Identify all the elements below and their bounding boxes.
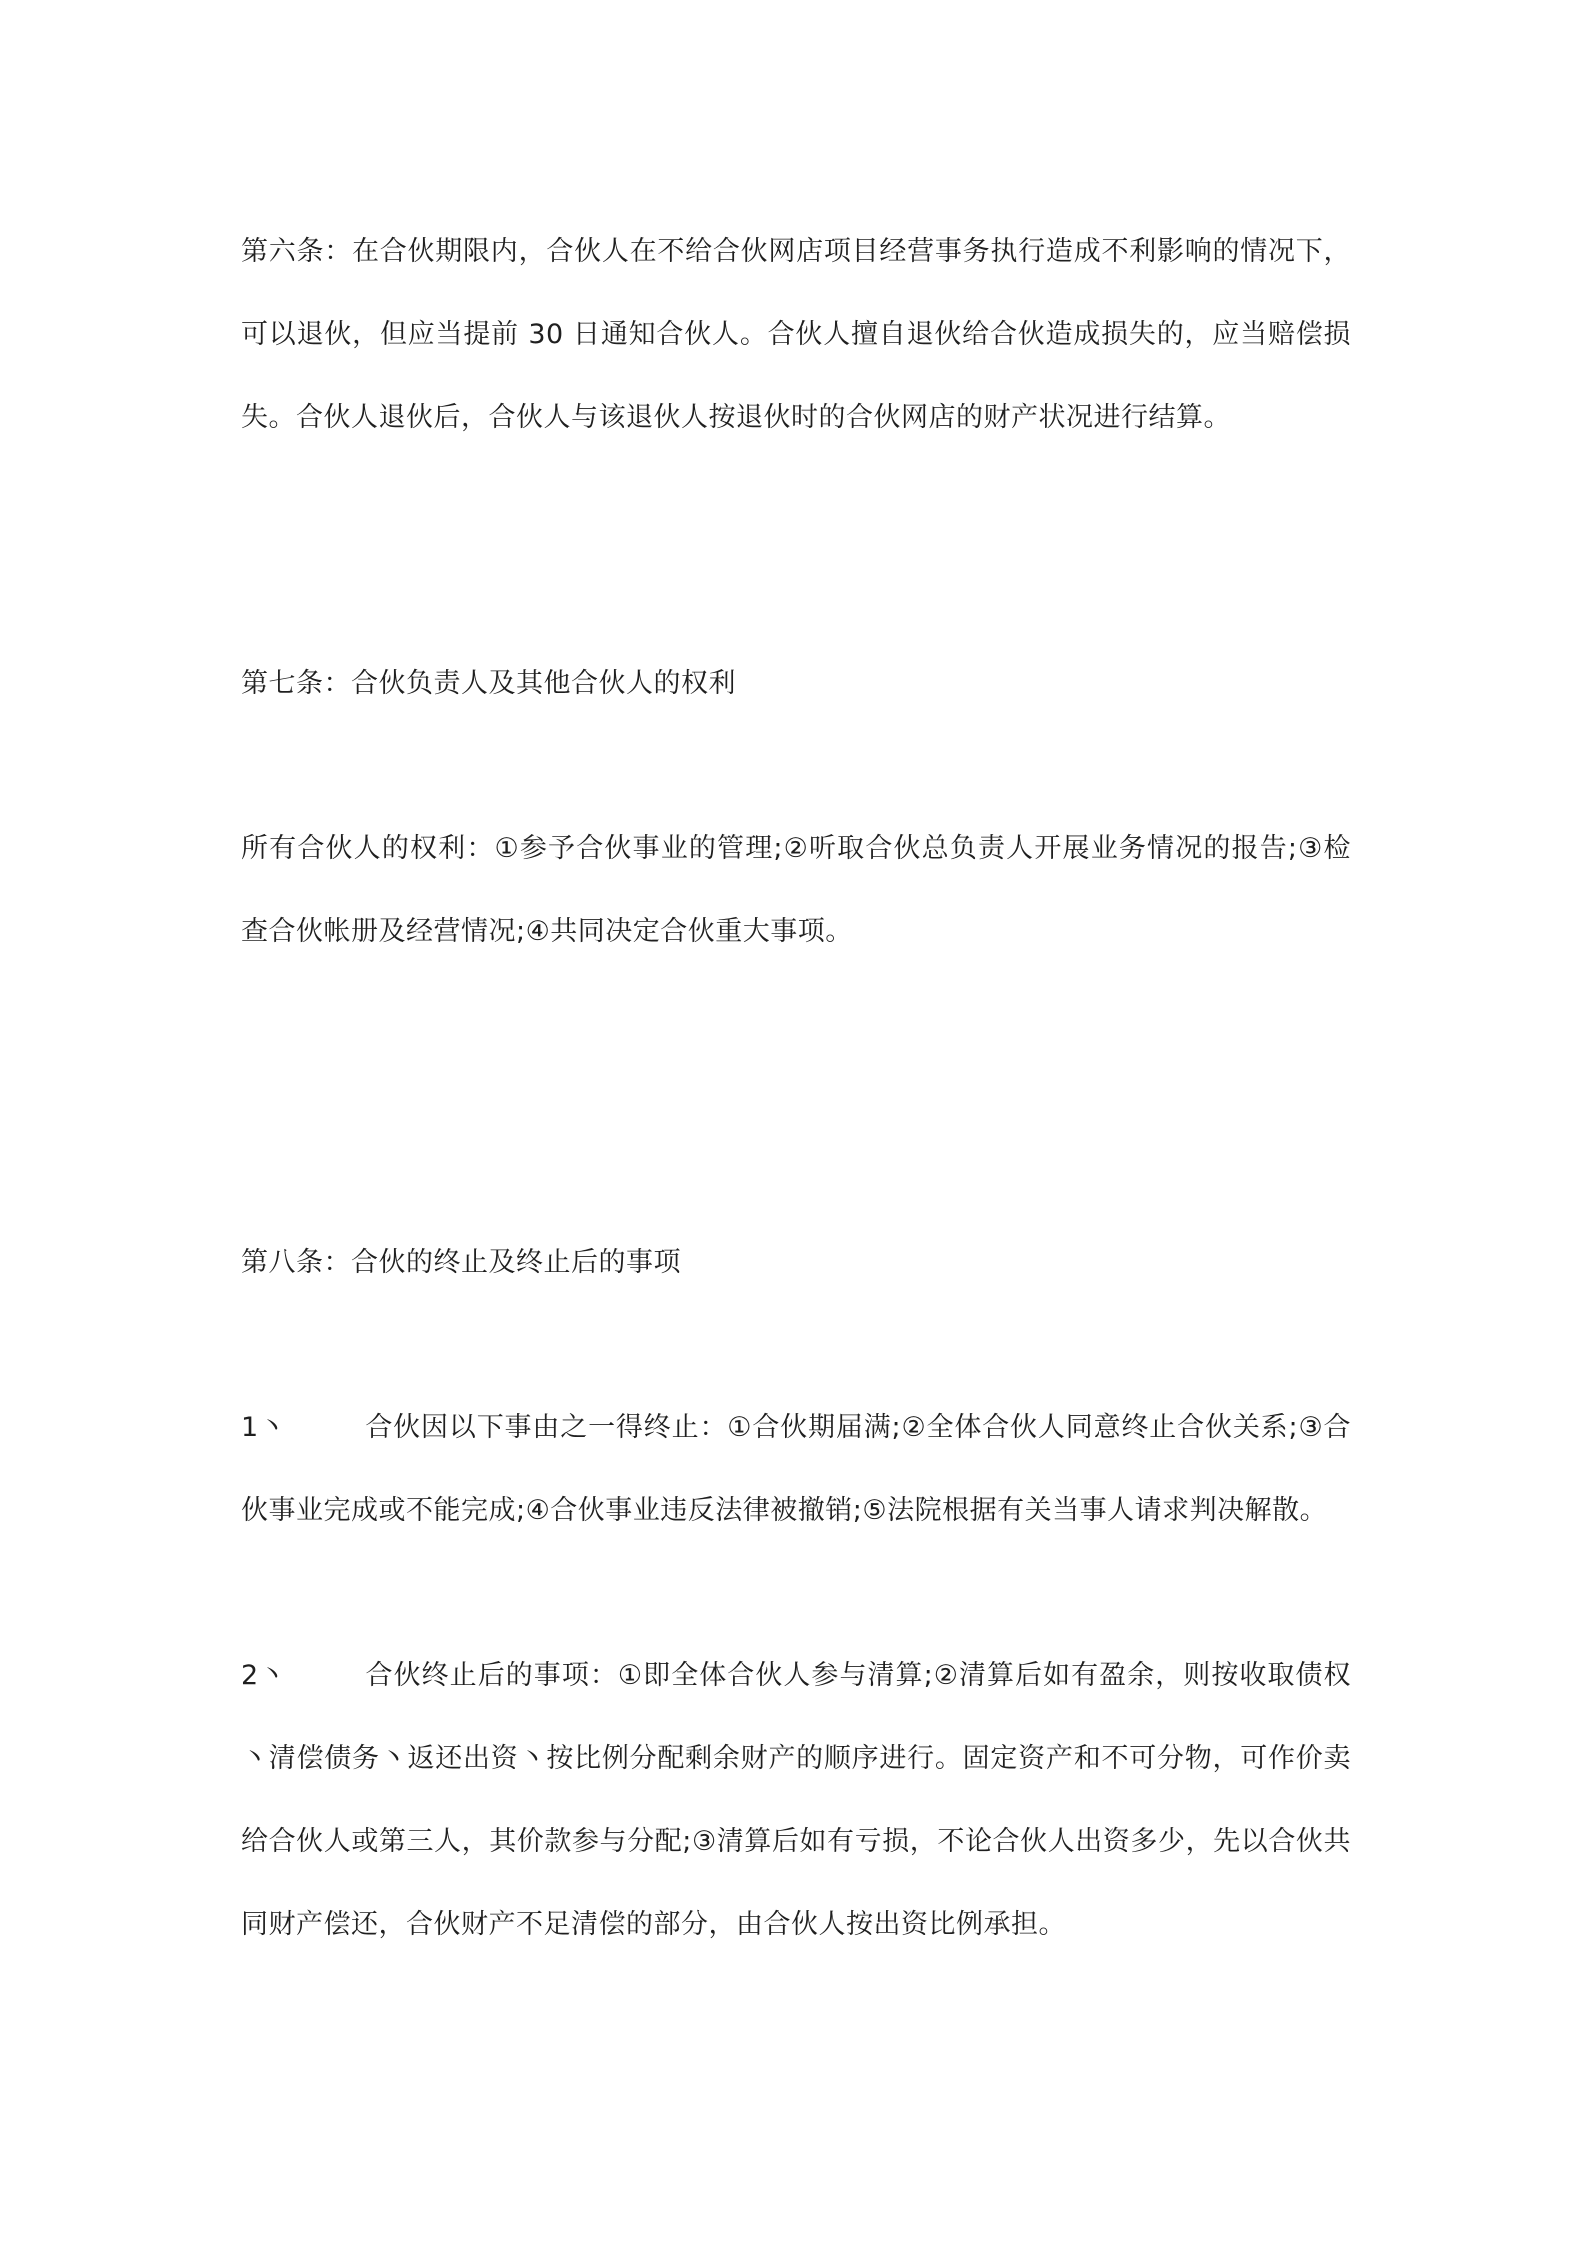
item-number: 1丶 — [241, 1412, 287, 1443]
spacer — [241, 725, 1351, 807]
article-6-paragraph: 第六条：在合伙期限内，合伙人在不给合伙网店项目经营事务执行造成不利影响的情况下，可以退伙，但应当提前 30 日通知合伙人。合伙人擅自退伙给合伙造成损失的，应当赔偿损失。合伙人退伙后，合伙人与该退伙人按退伙时的合伙网店的财产状况进行结算。 — [241, 236, 1351, 433]
spacer — [241, 1552, 1351, 1634]
item-text: 合伙终止后的事项：①即全体合伙人参与清算;②清算后如有盈余，则按收取债权丶清偿债务丶返还出资丶按比例分配剩余财产的顺序进行。固定资产和不可分物，可作价卖给合伙人或第三人，其价款参与分配;③清算后如有亏损，不论合伙人出资多少，先以合伙共同财产偿还，合伙财产不足清偿的部分，由合伙人按出资比例承担。 — [241, 1660, 1351, 1940]
spacer — [241, 1304, 1351, 1386]
item-number: 2丶 — [241, 1660, 287, 1691]
article-7-paragraph: 所有合伙人的权利：①参予合伙事业的管理;②听取合伙总负责人开展业务情况的报告;③检查合伙帐册及经营情况;④共同决定合伙重大事项。 — [241, 833, 1351, 947]
article-8-item-1 — [241, 1386, 1351, 1552]
article-7-heading: 第七条：合伙负责人及其他合伙人的权利 — [241, 668, 736, 699]
spacer — [241, 459, 1351, 642]
item-text: 合伙因以下事由之一得终止：①合伙期届满;②全体合伙人同意终止合伙关系;③合伙事业完成或不能完成;④合伙事业违反法律被撤销;⑤法院根据有关当事人请求判决解散。 — [241, 1412, 1351, 1526]
article-8-heading: 第八条：合伙的终止及终止后的事项 — [241, 1247, 681, 1278]
spacer — [241, 973, 1351, 1221]
document-content — [241, 210, 1351, 1966]
article-8-item-2 — [241, 1634, 1351, 1966]
